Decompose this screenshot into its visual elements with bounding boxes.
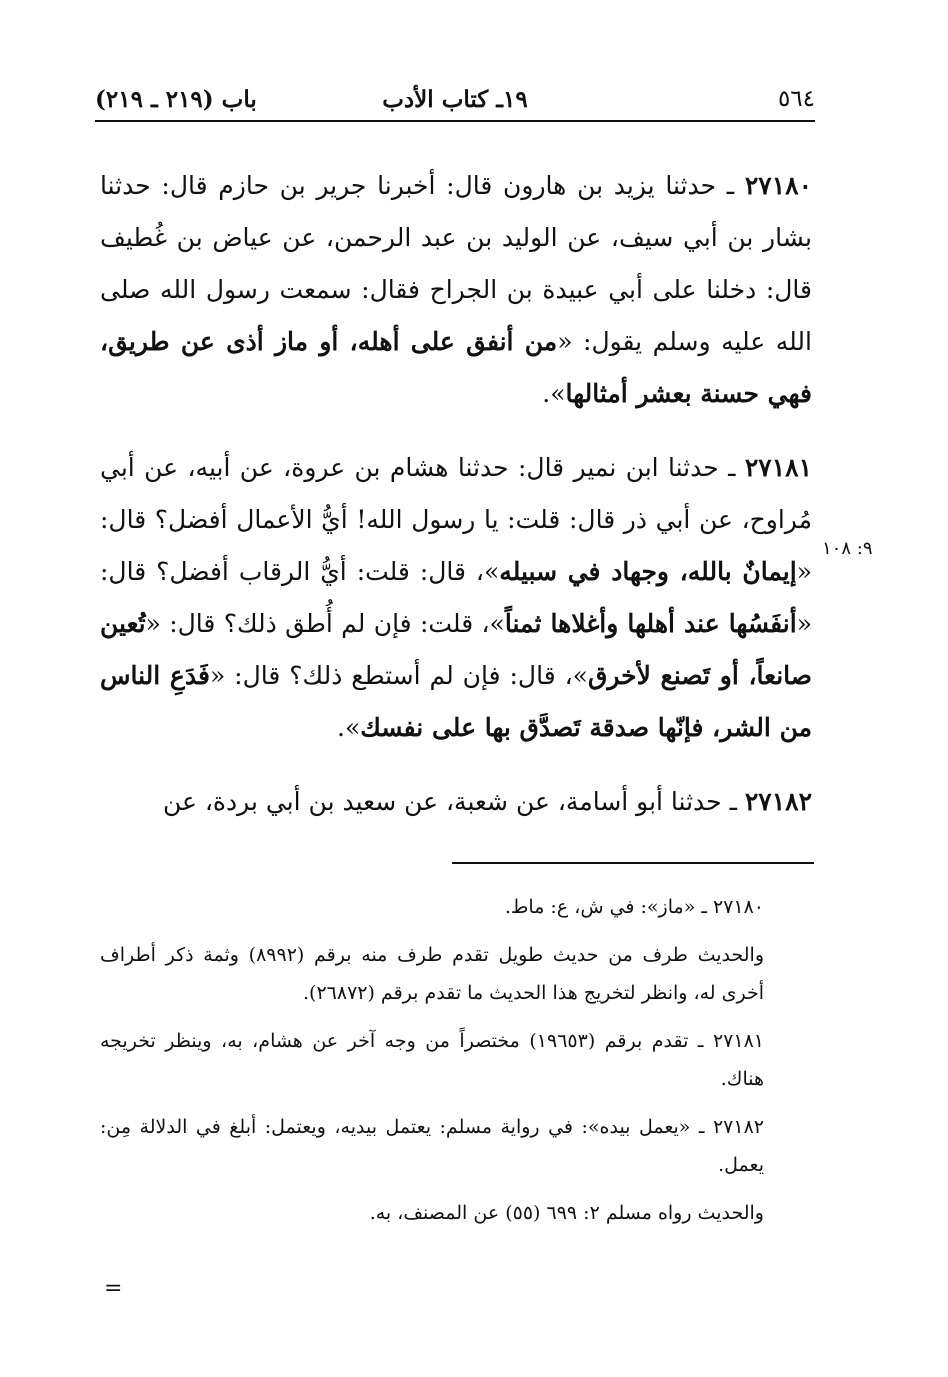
hadith-text-end: ». [542,379,566,408]
footnote: ٢٧١٨١ ـ تقدم برقم (١٩٦٥٣) مختصراً من وجه آخر عن هشام، به، وينظر تخريجه هناك. [100,1030,764,1090]
continuation-mark: = [104,1276,123,1301]
hadith-text: ـ حدثنا أبو أسامة، عن شعبة، عن سعيد بن أبي بردة، عن [162,787,745,816]
footnote: ٢٧١٨٠ ـ «ماز»: في ش، ع: ماط. [504,896,764,918]
hadith-number: ٢٧١٨٢ [744,787,812,816]
hadith-quote: إيمانٌ بالله، وجهاد في سبيله [499,557,797,586]
hadith-text: »، قلت: فإن لم أُطق ذلك؟ قال: « [145,609,505,638]
book-title: ١٩ـ كتاب الأدب [382,86,528,113]
hadith-text-end: ». [337,713,361,742]
hadith-27180 [100,160,812,420]
hadith-quote: فَدَعِ الناس من الشر، فإنّها صدقة تَصدَّق بها على نفسك [100,661,812,742]
footnotes [100,888,812,1242]
hadith-27182 [100,776,812,828]
margin-reference: ٩: ١٠٨ [822,538,873,559]
main-text [100,160,812,850]
hadith-27181 [100,442,812,754]
footnote: والحديث رواه مسلم ٢: ٦٩٩ (٥٥) عن المصنف، به. [369,1202,764,1224]
hadith-text: ـ حدثنا يزيد بن هارون قال: أخبرنا جرير بن حازم قال: حدثنا بشار بن أبي سيف، عن الوليد بن عبد الرحمن، عن عياض بن غُطيف قال: دخلنا على أبي عبيدة بن الجراح فقال: سمعت رسول الله صلى الله عليه وسلم يقول: « [100,171,812,356]
footnote-divider [452,862,814,864]
hadith-quote: أنفَسُها عند أهلها وأغلاها ثمناً [504,609,797,638]
hadith-number: ٢٧١٨٠ [744,171,812,200]
hadith-text: »، قال: فإن لم أستطع ذلك؟ قال: « [209,661,588,690]
hadith-text: »، قال: قلت: أيُّ الرقاب أفضل؟ قال: « [100,557,812,638]
hadith-number: ٢٧١٨١ [744,453,812,482]
chapter-title: باب (٢١٩ ـ ٢١٩) [95,86,257,113]
hadith-quote: من أنفق على أهله، أو ماز أذى عن طريق، فهي حسنة بعشر أمثالها [100,327,812,408]
hadith-text: ـ حدثنا ابن نمير قال: حدثنا هشام بن عروة، عن أبيه، عن أبي مُراوح، عن أبي ذر قال: قلت: يا رسول الله! أيُّ الأعمال أفضل؟ قال: « [100,453,812,586]
footnote: ٢٧١٨٢ ـ «يعمل بيده»: في رواية مسلم: يعتمل بيديه، ويعتمل: أبلغ في الدلالة مِن: يعمل. [100,1116,764,1176]
hadith-quote: تُعين صانعاً، أو تَصنع لأخرق [100,609,812,690]
footnote: والحديث طرف من حديث طويل تقدم طرف منه برقم (٨٩٩٢) وثمة ذكر أطراف أخرى له، وانظر لتخريج هذا الحديث ما تقدم برقم (٢٦٨٧٢). [100,944,765,1004]
page-number: ٥٦٤ [777,86,815,112]
page-header [95,80,815,122]
